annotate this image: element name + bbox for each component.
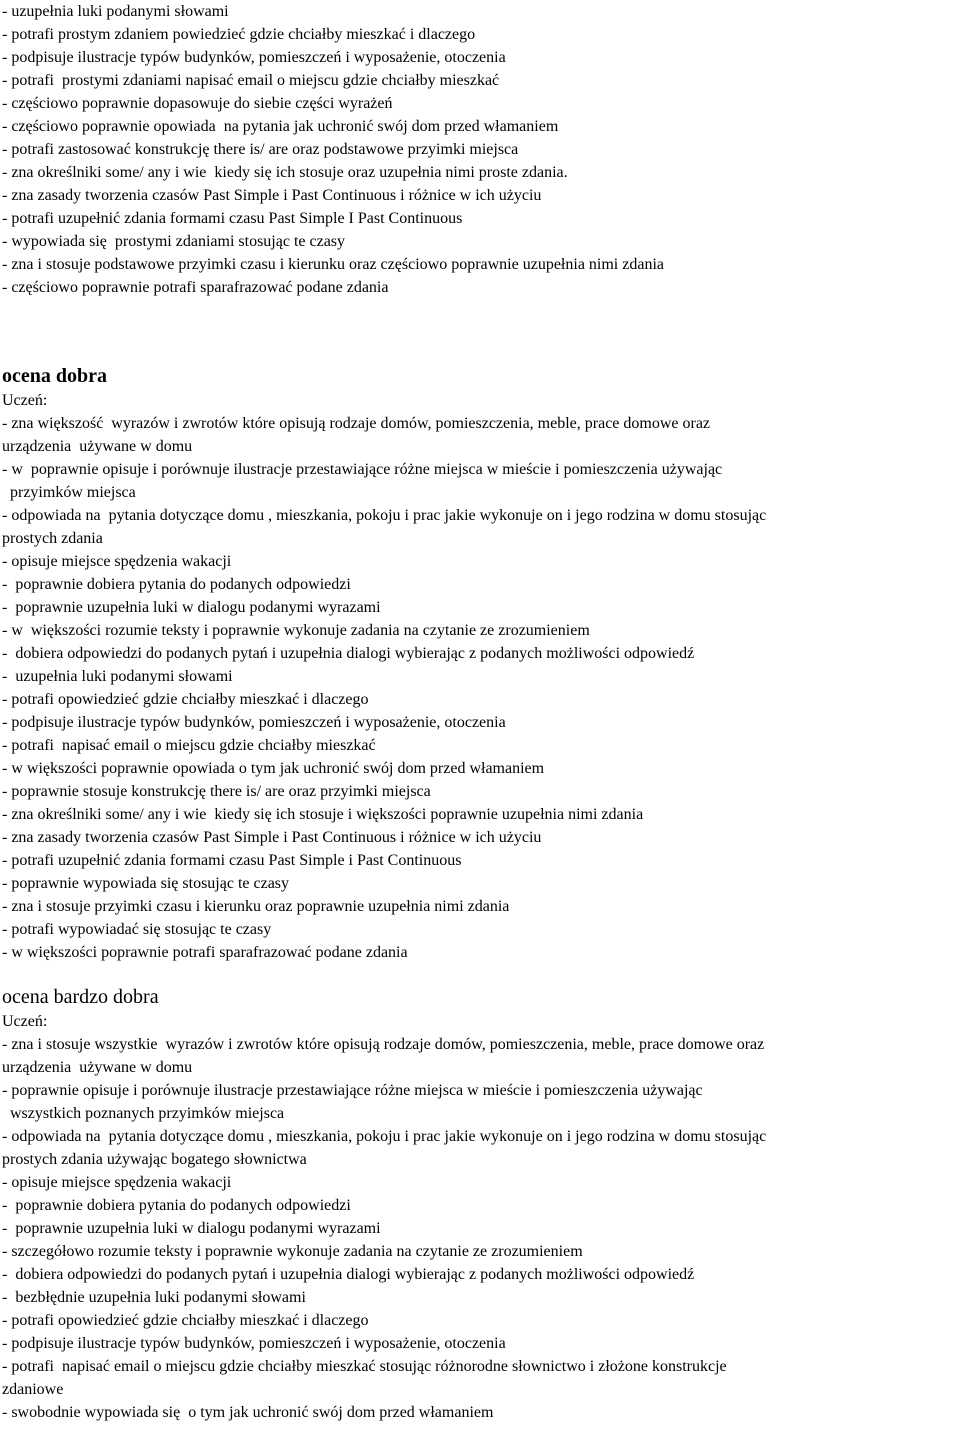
list-item: - podpisuje ilustracje typów budynków, pomieszczeń i wyposażenie, otoczenia <box>2 49 506 66</box>
list-item: - w większości rozumie teksty i poprawnie wykonuje zadania na czytanie ze zrozumieniem <box>2 622 590 639</box>
list-item: - zna większość wyrazów i zwrotów które opisują rodzaje domów, pomieszczenia, meble, prace domowe oraz <box>2 415 711 432</box>
list-item: - potrafi wypowiadać się stosując te czasy <box>2 921 272 938</box>
list-item: - poprawnie dobiera pytania do podanych odpowiedzi <box>2 576 351 593</box>
student-label: Uczeń: <box>2 392 48 409</box>
list-item: urządzenia używane w domu <box>2 438 193 455</box>
list-item: - potrafi napisać email o miejscu gdzie chciałby mieszkać <box>2 737 376 754</box>
section-spacer <box>2 299 958 363</box>
list-item: - poprawnie uzupełnia luki w dialogu podanymi wyrazami <box>2 1220 381 1237</box>
list-item: zdaniowe <box>2 1381 64 1398</box>
list-item: - dobiera odpowiedzi do podanych pytań i uzupełnia dialogi wybierając z podanych możliwości odpowiedź <box>2 645 695 662</box>
grade-heading-good: ocena dobra <box>2 365 107 387</box>
list-item: przyimków miejsca <box>2 484 136 501</box>
list-item: - bezbłędnie uzupełnia luki podanymi słowami <box>2 1289 306 1306</box>
list-item: - potrafi zastosować konstrukcję there is/ are oraz podstawowe przyimki miejsca <box>2 141 519 158</box>
list-item: - zna zasady tworzenia czasów Past Simple i Past Continuous i różnice w ich użyciu <box>2 187 542 204</box>
list-item: - dobiera odpowiedzi do podanych pytań i uzupełnia dialogi wybierając z podanych możliwości odpowiedź <box>2 1266 695 1283</box>
list-item: - szczegółowo rozumie teksty i poprawnie wykonuje zadania na czytanie ze zrozumieniem <box>2 1243 583 1260</box>
list-item: - częściowo poprawnie dopasowuje do siebie części wyrażeń <box>2 95 393 112</box>
list-item: - zna i stosuje wszystkie wyrazów i zwrotów które opisują rodzaje domów, pomieszczenia, meble, prace domowe oraz <box>2 1036 765 1053</box>
list-item: - poprawnie stosuje konstrukcję there is/ are oraz przyimki miejsca <box>2 783 431 800</box>
student-label: Uczeń: <box>2 1013 48 1030</box>
grade-heading-very-good: ocena bardzo dobra <box>2 986 159 1008</box>
list-item: - zna i stosuje podstawowe przyimki czasu i kierunku oraz częściowo poprawnie uzupełnia nimi zdania <box>2 256 664 273</box>
list-item: - uzupełnia luki podanymi słowami <box>2 3 229 20</box>
list-item: - poprawnie wypowiada się stosując te czasy <box>2 875 290 892</box>
list-item: - potrafi uzupełnić zdania formami czasu Past Simple i Past Continuous <box>2 852 462 869</box>
list-item: - częściowo poprawnie opowiada na pytania jak uchronić swój dom przed włamaniem <box>2 118 559 135</box>
list-item: - odpowiada na pytania dotyczące domu , mieszkania, pokoju i prac jakie wykonuje on i jego rodzina w domu stosując <box>2 1128 767 1145</box>
list-item: - zna określniki some/ any i wie kiedy się ich stosuje i większości poprawnie uzupełnia nimi zdania <box>2 806 644 823</box>
list-item: wszystkich poznanych przyimków miejsca <box>2 1105 285 1122</box>
list-item: - swobodnie wypowiada się o tym jak uchronić swój dom przed włamaniem <box>2 1404 494 1421</box>
list-item: - w większości poprawnie potrafi sparafrazować podane zdania <box>2 944 408 961</box>
list-item: - zna określniki some/ any i wie kiedy się ich stosuje oraz uzupełnia nimi proste zdania. <box>2 164 568 181</box>
list-item: - częściowo poprawnie potrafi sparafrazować podane zdania <box>2 279 389 296</box>
list-item: - uzupełnia luki podanymi słowami <box>2 668 233 685</box>
list-item: urządzenia używane w domu <box>2 1059 193 1076</box>
section-grade-very-good <box>2 984 958 1424</box>
list-item: - zna zasady tworzenia czasów Past Simple i Past Continuous i różnice w ich użyciu <box>2 829 542 846</box>
list-item: - w poprawnie opisuje i porównuje ilustracje przestawiające różne miejsca w mieście i pomieszczenia używając <box>2 461 723 478</box>
document-page <box>2 0 958 1424</box>
section-grade-good <box>2 363 958 964</box>
list-item: - podpisuje ilustracje typów budynków, pomieszczeń i wyposażenie, otoczenia <box>2 1335 506 1352</box>
list-item: prostych zdania używając bogatego słownictwa <box>2 1151 307 1168</box>
list-item: - potrafi prostymi zdaniami napisać email o miejscu gdzie chciałby mieszkać <box>2 72 500 89</box>
list-item: - poprawnie opisuje i porównuje ilustracje przestawiające różne miejsca w mieście i pomieszczenia używając <box>2 1082 703 1099</box>
list-item: - potrafi prostym zdaniem powiedzieć gdzie chciałby mieszkać i dlaczego <box>2 26 476 43</box>
list-item: - opisuje miejsce spędzenia wakacji <box>2 1174 232 1191</box>
list-item: - poprawnie dobiera pytania do podanych odpowiedzi <box>2 1197 351 1214</box>
list-item: - opisuje miejsce spędzenia wakacji <box>2 553 232 570</box>
list-item: - podpisuje ilustracje typów budynków, pomieszczeń i wyposażenie, otoczenia <box>2 714 506 731</box>
list-item: - w większości poprawnie opowiada o tym jak uchronić swój dom przed włamaniem <box>2 760 545 777</box>
list-item: - potrafi opowiedzieć gdzie chciałby mieszkać i dlaczego <box>2 691 369 708</box>
list-item: - odpowiada na pytania dotyczące domu , mieszkania, pokoju i prac jakie wykonuje on i jego rodzina w domu stosując <box>2 507 767 524</box>
list-item: - potrafi uzupełnić zdania formami czasu Past Simple I Past Continuous <box>2 210 463 227</box>
list-item: prostych zdania <box>2 530 103 547</box>
list-item: - potrafi napisać email o miejscu gdzie chciałby mieszkać stosując różnorodne słownictwo i złożone konstrukcje <box>2 1358 727 1375</box>
list-item: - poprawnie uzupełnia luki w dialogu podanymi wyrazami <box>2 599 381 616</box>
section-intro-list <box>2 0 958 299</box>
list-item: - zna i stosuje przyimki czasu i kierunku oraz poprawnie uzupełnia nimi zdania <box>2 898 510 915</box>
list-item: - wypowiada się prostymi zdaniami stosując te czasy <box>2 233 346 250</box>
section-spacer <box>2 964 958 984</box>
list-item: - potrafi opowiedzieć gdzie chciałby mieszkać i dlaczego <box>2 1312 369 1329</box>
